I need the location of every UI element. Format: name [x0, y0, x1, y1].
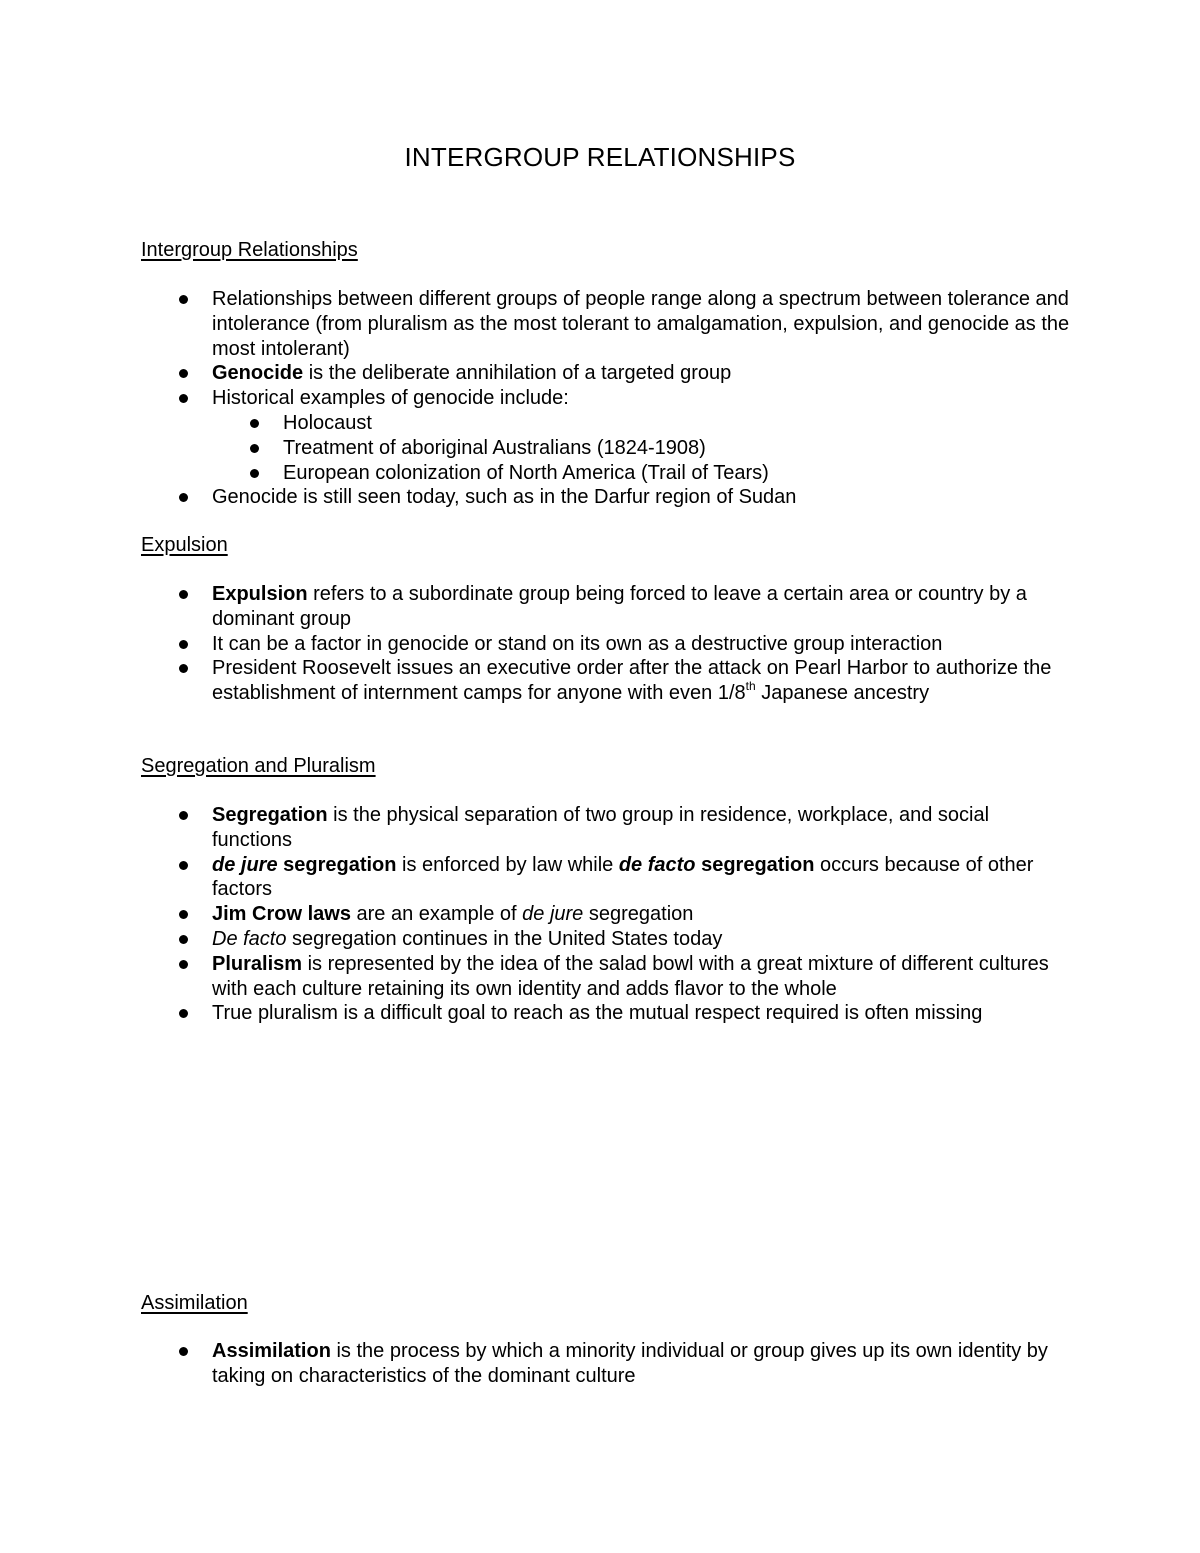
bullet-icon [179, 861, 188, 870]
bullet-icon [179, 960, 188, 969]
bullet-icon [179, 811, 188, 820]
page-title: INTERGROUP RELATIONSHIPS [404, 142, 796, 172]
bullet-icon [179, 1347, 188, 1356]
bullet-icon [250, 444, 259, 453]
section-heading-assimilation: Assimilation [141, 1292, 248, 1314]
bullet-icon [179, 590, 188, 599]
sub-list-item: European colonization of North America (Trail of Tears) [0, 461, 1072, 486]
bullet-icon [179, 640, 188, 649]
list-item: de jure segregation is enforced by law while de facto segregation occurs because of other factors [0, 853, 1072, 903]
list-item: Historical examples of genocide include: [0, 386, 1072, 411]
expulsion-list [0, 582, 1072, 706]
intergroup-list [0, 287, 1072, 510]
list-item: Pluralism is represented by the idea of the salad bowl with a great mixture of different cultures with each culture retaining its own identity and adds flavor to the whole [0, 952, 1072, 1002]
section-heading-segregation: Segregation and Pluralism [141, 755, 376, 777]
bullet-icon [179, 394, 188, 403]
section-heading-intergroup: Intergroup Relationships [141, 239, 358, 261]
segregation-list [0, 803, 1072, 1026]
bullet-icon [179, 493, 188, 502]
list-item: Expulsion refers to a subordinate group being forced to leave a certain area or country by a dominant group [0, 582, 1072, 632]
bullet-icon [179, 910, 188, 919]
list-item: Relationships between different groups of people range along a spectrum between tolerance and intolerance (from pluralism as the most tolerant to amalgamation, expulsion, and genocide as the most intolerant) [0, 287, 1072, 361]
list-item: President Roosevelt issues an executive order after the attack on Pearl Harbor to authorize the establishment of internment camps for anyone with even 1/8th Japanese ancestry [0, 656, 1072, 706]
bullet-icon [179, 1009, 188, 1018]
list-item: True pluralism is a difficult goal to reach as the mutual respect required is often missing [0, 1001, 1072, 1026]
section-heading-expulsion: Expulsion [141, 534, 228, 556]
list-item: Genocide is still seen today, such as in the Darfur region of Sudan [0, 485, 1072, 510]
list-item: Assimilation is the process by which a minority individual or group gives up its own identity by taking on characteristics of the dominant culture [0, 1339, 1072, 1389]
bullet-icon [179, 664, 188, 673]
bullet-icon [250, 469, 259, 478]
assimilation-list [0, 1339, 1072, 1389]
bullet-icon [179, 295, 188, 304]
list-item: Genocide is the deliberate annihilation of a targeted group [0, 361, 1072, 386]
bullet-icon [179, 935, 188, 944]
sub-list-item: Treatment of aboriginal Australians (1824-1908) [0, 436, 1072, 461]
list-item: Segregation is the physical separation of two group in residence, workplace, and social functions [0, 803, 1072, 853]
list-item: De facto segregation continues in the United States today [0, 927, 1072, 952]
bullet-icon [179, 369, 188, 378]
sub-list-item: Holocaust [0, 411, 1072, 436]
bullet-icon [250, 419, 259, 428]
list-item: It can be a factor in genocide or stand on its own as a destructive group interaction [0, 632, 1072, 657]
list-item: Jim Crow laws are an example of de jure segregation [0, 902, 1072, 927]
